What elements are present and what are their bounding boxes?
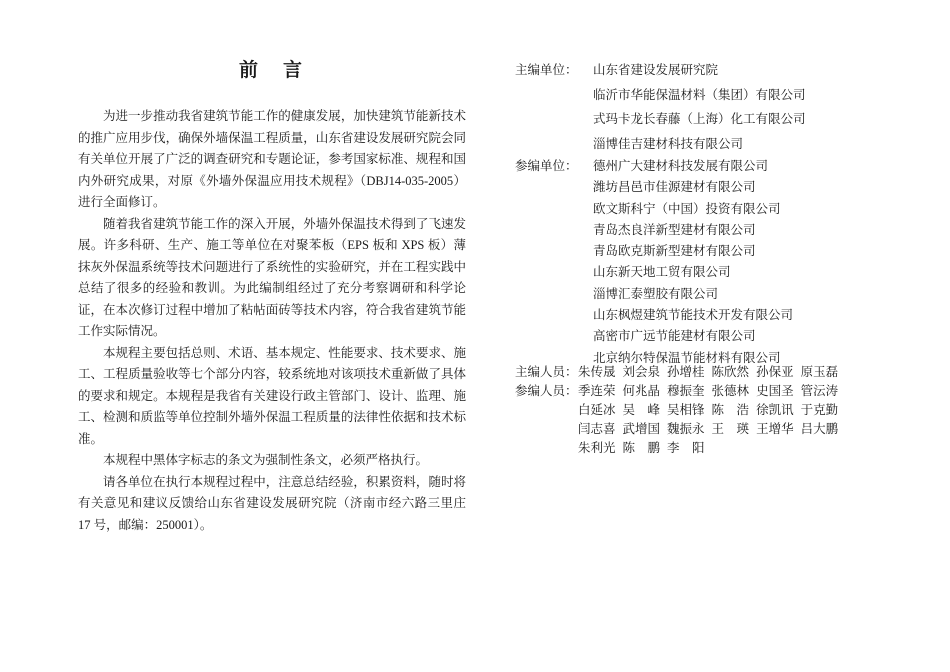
chief-unit: 山东省建设发展研究院 xyxy=(593,63,719,77)
staff-name: 白延冰 xyxy=(578,402,616,417)
participating-staff-line xyxy=(578,401,845,420)
staff-name: 陈 浩 xyxy=(711,402,750,417)
preface-paragraph: 本规程中黑体字标志的条文为强制性条文，必须严格执行。 xyxy=(103,453,429,467)
staff-name: 王增华 xyxy=(756,421,794,436)
staff-name: 魏振永 xyxy=(667,421,705,436)
chief-units-row xyxy=(515,58,925,156)
participating-unit: 山东枫煜建筑节能技术开发有限公司 xyxy=(593,308,794,323)
preface-paragraph: 本规程主要包括总则、术语、基本规定、性能要求、技术要求、施工、工程质量验收等七个部分内容，较系统地对该项技术重新做了具体的要求和规定。本规程是我省有关建设行政主管部门、设计、监理、施工、检测和质监等单位控制外墙外保温工程质量的法律性依据和技术标准。 xyxy=(78,345,466,446)
staff-name: 季连荣 xyxy=(578,383,616,398)
chief-units-list xyxy=(593,58,806,156)
staff-name: 吴 峰 xyxy=(622,402,661,417)
participating-unit: 潍坊昌邑市佳源建材有限公司 xyxy=(593,180,756,195)
participating-units-list xyxy=(593,156,793,369)
staff-name: 武增国 xyxy=(622,421,661,436)
staff-name: 陈 鹏 xyxy=(622,440,661,455)
staff-name: 吴相锋 xyxy=(667,402,705,417)
participating-unit: 淄博汇泰塑胶有限公司 xyxy=(593,286,719,301)
participating-staff-label: 参编人员： xyxy=(515,383,578,398)
chief-unit: 式玛卡龙长春藤（上海）化工有限公司 xyxy=(593,112,806,126)
participating-staff-line xyxy=(578,420,845,439)
participating-unit: 青岛欧克斯新型建材有限公司 xyxy=(593,244,756,259)
participating-unit: 青岛杰良洋新型建材有限公司 xyxy=(593,222,756,237)
page-title: 前 言 xyxy=(238,60,305,81)
participating-unit: 欧文斯科宁（中国）投资有限公司 xyxy=(593,201,781,216)
staff-name: 朱传晟 xyxy=(578,364,616,379)
chief-units-label: 主编单位： xyxy=(515,63,578,77)
participating-staff-names xyxy=(578,382,845,458)
chief-staff-names xyxy=(578,363,845,382)
staff-name: 朱利光 xyxy=(578,440,616,455)
participating-unit: 德州广大建材科技发展有限公司 xyxy=(593,159,769,173)
staff-name: 史国圣 xyxy=(756,383,794,398)
staff-name: 刘会泉 xyxy=(622,364,661,379)
credits-column xyxy=(515,58,925,458)
staff-name: 穆振奎 xyxy=(667,383,705,398)
preface-column xyxy=(78,55,466,536)
staff-name: 孙保亚 xyxy=(756,364,794,379)
staff-name: 孙增桂 xyxy=(667,364,705,379)
staff-name: 原玉磊 xyxy=(800,364,839,379)
chief-staff-label: 主编人员： xyxy=(515,364,578,379)
staff-name: 何兆晶 xyxy=(622,383,661,398)
staff-name: 管沄涛 xyxy=(800,383,839,398)
participating-unit: 山东新天地工贸有限公司 xyxy=(593,265,731,280)
participating-staff-row xyxy=(515,382,925,458)
chief-unit: 临沂市华能保温材料（集团）有限公司 xyxy=(593,87,806,102)
staff-name: 王 瑛 xyxy=(711,421,750,436)
participating-staff-line xyxy=(578,439,845,458)
staff-name: 于克勤 xyxy=(800,402,839,417)
staff-name: 闫志喜 xyxy=(578,421,616,436)
preface-paragraph: 请各单位在执行本规程过程中，注意总结经验，积累资料，随时将有关意见和建议反馈给山东省建设发展研究院（济南市经六路三里庄 17 号，邮编：250001）。 xyxy=(78,474,466,532)
staff-name: 李 阳 xyxy=(667,440,705,455)
chief-staff-line xyxy=(578,363,845,382)
staff-name: 陈欣然 xyxy=(711,364,750,379)
preface-paragraph: 随着我省建筑节能工作的深入开展，外墙外保温技术得到了飞速发展。许多科研、生产、施工等单位在对聚苯板（EPS 板和 XPS 板）薄抹灰外保温系统等技术问题进行了系统性的实验研究，并在工程实践中总结了很多的经验和教训。为此编制组经过了充分考察调研和科学论证，在本次修订过程中增加了粘帖面砖等技术内容，符合我省建筑节能工作实际情况。 xyxy=(78,216,466,338)
staff-name: 徐凯讯 xyxy=(756,402,794,417)
preface-body xyxy=(78,106,466,536)
participating-unit: 高密市广远节能建材有限公司 xyxy=(593,329,756,344)
staff-name: 张德林 xyxy=(711,383,750,398)
preface-paragraph: 为进一步推动我省建筑节能工作的健康发展，加快建筑节能新技术的推广应用步伐，确保外墙保温工程质量，山东省建设发展研究院会同有关单位开展了广泛的调查研究和专题论证，参考国家标准、规程和国内外研究成果，对原《外墙外保温应用技术规程》（DBJ14-035-2005）进行全面修订。 xyxy=(78,109,466,209)
staff-name: 吕大鹏 xyxy=(800,421,839,436)
participating-staff-line xyxy=(578,382,845,401)
chief-unit: 淄博佳吉建材科技有限公司 xyxy=(593,136,744,151)
participating-unit: 北京纳尔特保温节能材料有限公司 xyxy=(593,350,781,365)
participating-units-label: 参编单位： xyxy=(515,159,578,173)
chief-staff-row xyxy=(515,363,925,382)
participating-units-row xyxy=(515,156,925,369)
